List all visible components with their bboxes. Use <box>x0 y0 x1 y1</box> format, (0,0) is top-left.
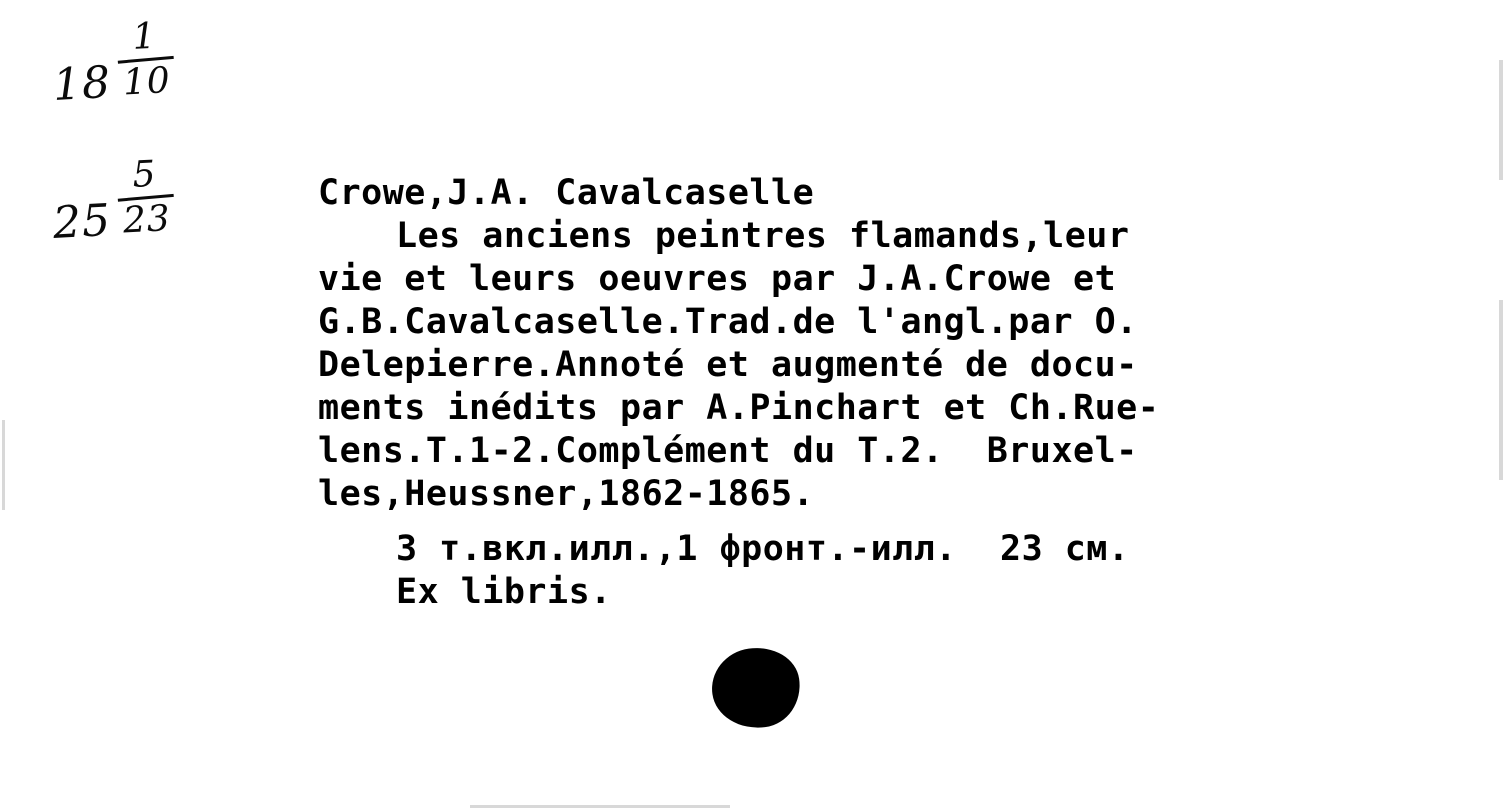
record-line: G.B.Cavalcaselle.Trad.de l'angl.par O. <box>318 302 1138 342</box>
scan-edge-mark <box>1499 300 1503 480</box>
record-line: lens.T.1-2.Complément du T.2. Bruxel- <box>318 431 1138 471</box>
call-number-denominator: 10 <box>121 59 172 104</box>
handwritten-call-number-2 <box>50 153 176 249</box>
record-note-line: Ex libris. <box>396 572 612 612</box>
call-number-numerator: 1 <box>131 15 158 58</box>
handwritten-call-number-1 <box>50 15 176 111</box>
call-number-fraction <box>116 17 176 102</box>
call-number-numerator: 5 <box>131 153 158 196</box>
record-line: Delepierre.Annoté et augmenté de docu- <box>318 345 1138 385</box>
call-number-whole: 25 <box>51 194 113 249</box>
record-collation-line: 3 т.вкл.илл.,1 фронт.-илл. 23 см. <box>396 529 1130 569</box>
record-heading: Crowe,J.A. Cavalcaselle <box>318 173 815 213</box>
call-number-whole: 18 <box>51 56 113 111</box>
record-line: ments inédits par A.Pinchart et Ch.Rue- <box>318 388 1160 428</box>
scan-edge-mark <box>1499 60 1503 180</box>
scan-edge-mark <box>470 805 730 808</box>
record-line: les,Heussner,1862-1865. <box>318 474 815 514</box>
call-number-fraction <box>116 155 176 240</box>
ink-blot <box>707 642 805 733</box>
record-line: Les anciens peintres flamands,leur <box>396 216 1130 256</box>
scan-edge-mark <box>2 420 5 510</box>
record-line: vie et leurs oeuvres par J.A.Crowe et <box>318 259 1117 299</box>
catalog-record <box>318 172 1458 614</box>
call-number-denominator: 23 <box>121 197 172 242</box>
